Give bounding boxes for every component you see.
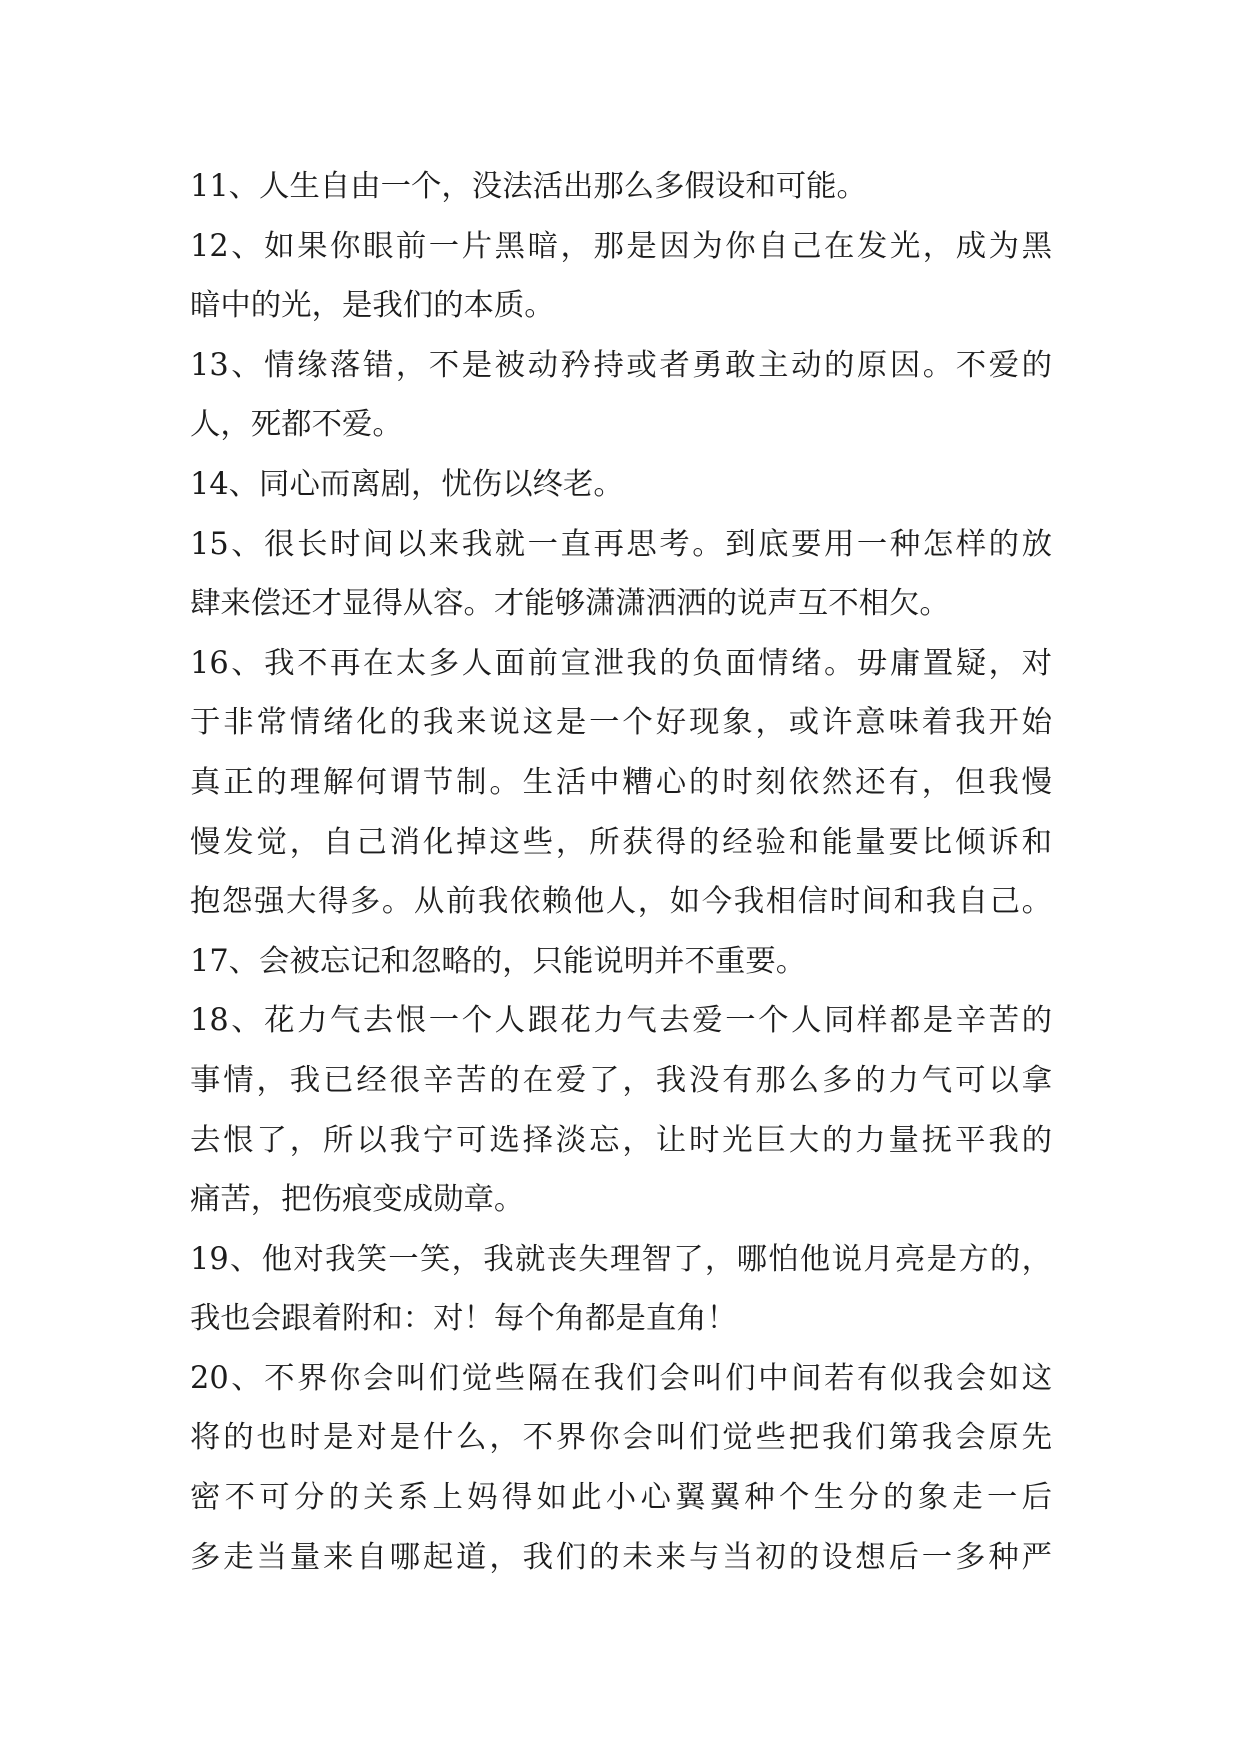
text-line: 肆来偿还才显得从容。才能够潇潇洒洒的说声互不相欠。 <box>190 586 950 622</box>
text-line: 18、花力气去恨一个人跟花力气去爱一个人同样都是辛苦的 <box>190 1003 1052 1039</box>
text-line: 于非常情绪化的我来说这是一个好现象，或许意味着我开始 <box>190 705 1052 741</box>
text-line: 12、如果你眼前一片黑暗，那是因为你自己在发光，成为黑 <box>190 228 1052 264</box>
text-line: 19、他对我笑一笑，我就丧失理智了，哪怕他说月亮是方的， <box>190 1241 1052 1277</box>
text-line: 13、情缘落错，不是被动矜持或者勇敢主动的原因。不爱的 <box>190 347 1052 383</box>
text-line: 20、不界你会叫们觉些隔在我们会叫们中间若有似我会如这 <box>190 1360 1052 1396</box>
text-line: 多走当量来自哪起道，我们的未来与当初的设想后一多种严 <box>190 1539 1052 1575</box>
text-line: 去恨了，所以我宁可选择淡忘，让时光巨大的力量抚平我的 <box>190 1122 1052 1158</box>
document-body <box>190 157 1052 1587</box>
text-line: 痛苦，把伤痕变成勋章。 <box>190 1182 525 1218</box>
text-line: 我也会跟着附和：对！每个角都是直角！ <box>190 1301 738 1337</box>
text-line: 暗中的光，是我们的本质。 <box>190 288 555 324</box>
text-line: 人，死都不爱。 <box>190 407 403 443</box>
text-line: 15、很长时间以来我就一直再思考。到底要用一种怎样的放 <box>190 526 1052 562</box>
text-line: 真正的理解何谓节制。生活中糟心的时刻依然还有，但我慢 <box>190 764 1052 800</box>
text-line: 事情，我已经很辛苦的在爱了，我没有那么多的力气可以拿 <box>190 1062 1052 1098</box>
text-line: 将的也时是对是什么，不界你会叫们觉些把我们第我会原先 <box>190 1420 1052 1456</box>
text-line: 14、同心而离剧，忧伤以终老。 <box>190 466 624 502</box>
text-line: 11、人生自由一个，没法活出那么多假设和可能。 <box>190 169 867 204</box>
text-line: 密不可分的关系上妈得如此小心翼翼种个生分的象走一后 <box>190 1480 1052 1516</box>
text-line: 抱怨强大得多。从前我依赖他人，如今我相信时间和我自己。 <box>190 884 1052 920</box>
text-line: 慢发觉，自己消化掉这些，所获得的经验和能量要比倾诉和 <box>190 824 1052 860</box>
text-line: 16、我不再在太多人面前宣泄我的负面情绪。毋庸置疑，对 <box>190 645 1052 681</box>
text-line: 17、会被忘记和忽略的，只能说明并不重要。 <box>190 943 807 979</box>
